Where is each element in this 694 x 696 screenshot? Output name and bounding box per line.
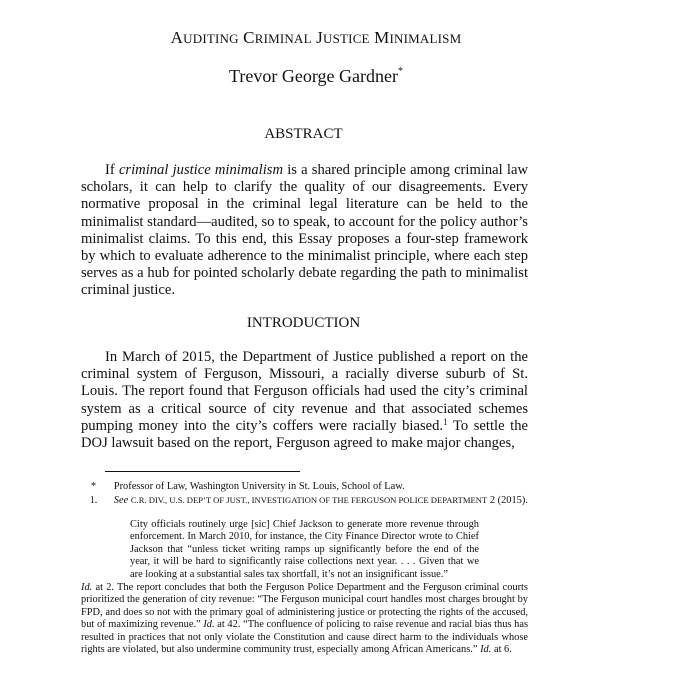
- abstract-paragraph: If criminal justice minimalism is a shared principle among criminal law scholars, it can help to clarify the quality of our disagreements. Every normative proposal in the criminal legal literature can be held to the minimalist standard—audited, so to speak, to account for the policy author’s minimalist claims. To this end, this Essay proposes a four-step framework by which to evaluate adherence to the minimalist principle, where each step serves as a hub for pointed scholarly debate regarding the path to minimalist criminal justice.: [81, 162, 528, 299]
- introduction-paragraph: In March of 2015, the Department of Justice published a report on the criminal system of Ferguson, Missouri, a racially diverse suburb of St. Louis. The report found that Ferguson officials had used the city’s criminal system as a critical source of city revenue and that associated schemes pumping money into the city’s coffers were racially biased.$^1$ To settle the DOJ lawsuit based on the report, Ferguson agreed to make major changes,: [81, 349, 529, 452]
- article-title: AUDITING CRIMINAL JUSTICE MINIMALISM: [170, 28, 462, 47]
- abstract-term: criminal justice minimalism: [118, 162, 283, 178]
- abstract-body: [81, 162, 528, 300]
- introduction-body: [81, 349, 528, 452]
- footnote-separator: [105, 471, 300, 472]
- footnote-1-continued: Id. at 2. The report concludes that both the Ferguson Police Department and the Ferguson criminal courts prioritized the generation of city revenue: “The Ferguson municipal court handles most charges brought by FPD, and does so not with the primary goal of administering justice or protecting the rights of the accused, but of maximizing revenue.” Id. at 42. “The confluence of policing to raise revenue and racial bias thus has resulted in practices that not only violate the Constitution and cause direct harm to the individuals whose rights are violated, but also undermine community trust, especially among African Americans.” Id. at 6.: [81, 582, 528, 656]
- author-footnote-mark: *: [397, 66, 403, 77]
- footnote-star: * Professor of Law, Washington University in St. Louis, School of Law.: [90, 481, 405, 492]
- author-name: Trevor George Gardner*: [229, 66, 403, 86]
- footnote-1-blockquote: City officials routinely urge [sic] Chief Jackson to generate more revenue through enforcement. In March 2010, for instance, the City Finance Director wrote to Chief Jackson that “unless ticket writing ramps up significantly before the end of the year, it will be hard to significantly raise collections next year. . . . Given that we are looking at a substantial sales tax shortfall, it’s not an insignificant issue.”: [130, 519, 479, 580]
- introduction-heading: INTRODUCTION: [246, 315, 361, 331]
- footnote-ref-1: 1: [443, 416, 448, 427]
- footnote-1: 1. See C.R. DIV., U.S. DEP’T OF JUST., INVESTIGATION OF THE FERGUSON POLICE DEPARTMENT 2 (2015).: [89, 495, 528, 506]
- abstract-heading: ABSTRACT: [264, 126, 343, 142]
